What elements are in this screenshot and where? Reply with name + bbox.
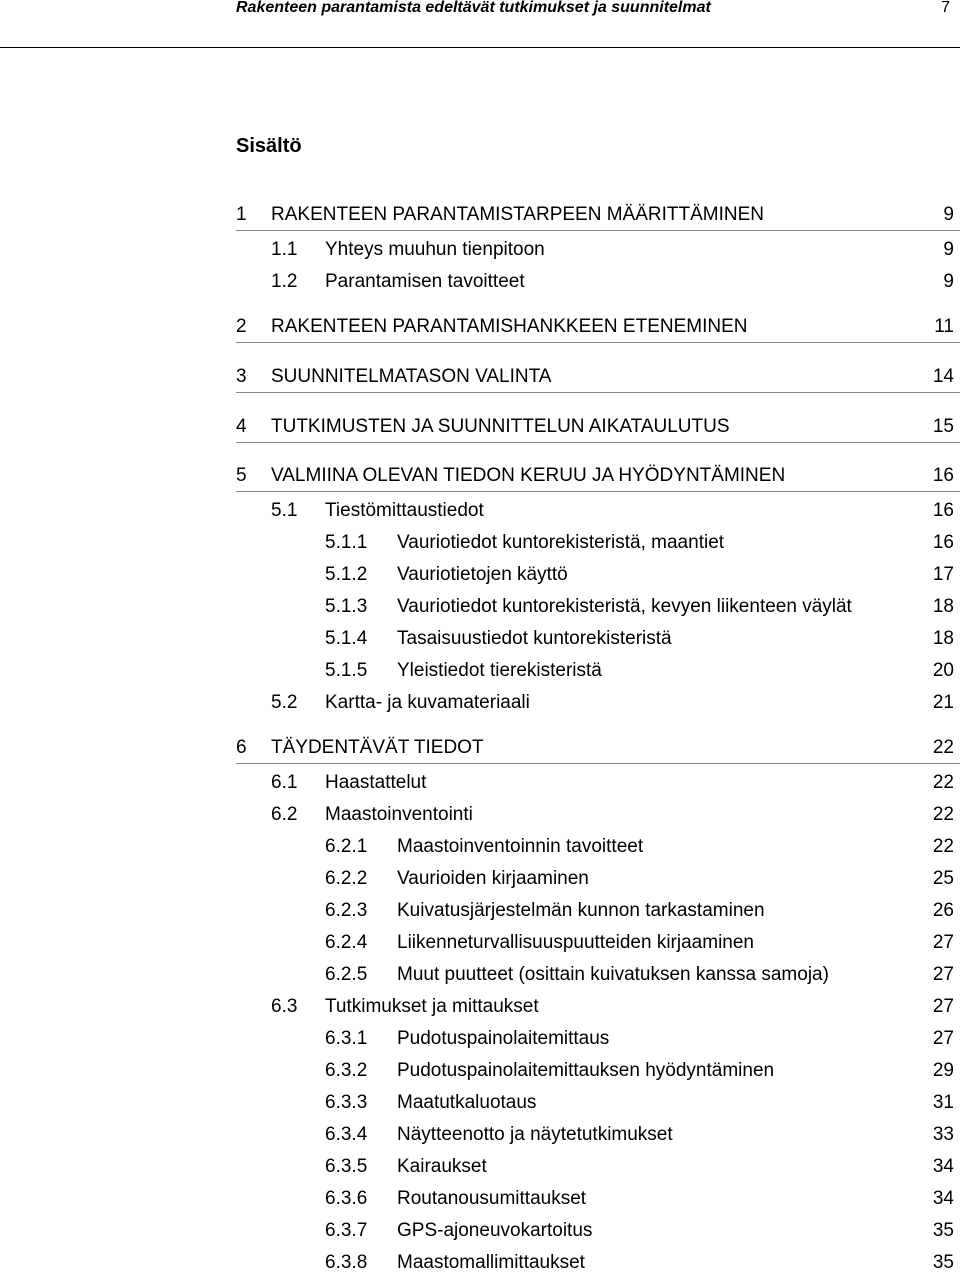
toc-number: 5.1.3 <box>325 596 368 617</box>
toc-page: 29 <box>932 1060 954 1081</box>
toc-number: 6.3.5 <box>325 1156 368 1177</box>
toc-number: 6.2.2 <box>325 868 368 889</box>
toc-number: 1.2 <box>271 271 298 292</box>
toc-chapter-rule <box>236 230 960 231</box>
toc-page: 26 <box>932 900 954 921</box>
toc-number: 6.3.7 <box>325 1220 368 1241</box>
toc-chapter-rule <box>236 342 960 343</box>
toc-page: 20 <box>932 660 954 681</box>
toc-entry-subsection[interactable] <box>0 626 960 652</box>
toc-label: Näytteenotto ja näytetutkimukset <box>397 1124 673 1145</box>
toc-number: 4 <box>236 416 247 437</box>
toc-page: 9 <box>943 271 954 292</box>
toc-label: Maatutkaluotaus <box>397 1092 537 1113</box>
toc-page: 16 <box>932 532 954 553</box>
running-header <box>0 0 960 52</box>
toc-entry-section[interactable] <box>0 237 960 263</box>
toc-page: 14 <box>932 366 954 387</box>
toc-number: 6.3.3 <box>325 1092 368 1113</box>
toc-entry-section[interactable] <box>0 994 960 1020</box>
toc-page: 15 <box>932 416 954 437</box>
toc-page: 16 <box>932 500 954 521</box>
toc-label: VALMIINA OLEVAN TIEDON KERUU JA HYÖDYNTÄMINEN <box>271 465 786 486</box>
toc-page: 22 <box>932 804 954 825</box>
toc-chapter-rule <box>236 763 960 764</box>
toc-entry-subsection[interactable] <box>0 962 960 988</box>
toc-label: Kuivatusjärjestelmän kunnon tarkastaminen <box>397 900 765 921</box>
toc-entry-subsection[interactable] <box>0 562 960 588</box>
toc-entry-subsection[interactable] <box>0 1218 960 1244</box>
toc-label: Vauriotiedot kuntorekisteristä, kevyen liikenteen väylät <box>397 596 852 617</box>
toc-label: Tiestömittaustiedot <box>325 500 484 521</box>
toc-number: 6.3.1 <box>325 1028 368 1049</box>
toc-entry-subsection[interactable] <box>0 594 960 620</box>
toc-page: 34 <box>932 1156 954 1177</box>
toc-entry-section[interactable] <box>0 770 960 796</box>
toc-page: 22 <box>932 836 954 857</box>
toc-entry-subsection[interactable] <box>0 530 960 556</box>
toc-number: 6.3.4 <box>325 1124 368 1145</box>
toc-page: 27 <box>932 964 954 985</box>
toc-page: 31 <box>932 1092 954 1113</box>
toc-label: Pudotuspainolaitemittaus <box>397 1028 610 1049</box>
toc-page: 34 <box>932 1188 954 1209</box>
toc-label: Pudotuspainolaitemittauksen hyödyntäminen <box>397 1060 775 1081</box>
toc-entry-section[interactable] <box>0 690 960 716</box>
toc-label: Muut puutteet (osittain kuivatuksen kanssa samoja) <box>397 964 829 985</box>
toc-label: GPS-ajoneuvokartoitus <box>397 1220 593 1241</box>
toc-label: Kairaukset <box>397 1156 487 1177</box>
toc-label: Routanousumittaukset <box>397 1188 587 1209</box>
toc-label: TÄYDENTÄVÄT TIEDOT <box>271 737 484 758</box>
toc-number: 1 <box>236 204 247 225</box>
toc-label: RAKENTEEN PARANTAMISHANKKEEN ETENEMINEN <box>271 316 748 337</box>
toc-entry-chapter[interactable] <box>0 202 960 228</box>
toc-label: RAKENTEEN PARANTAMISTARPEEN MÄÄRITTÄMINEN <box>271 204 764 225</box>
toc-entry-section[interactable] <box>0 269 960 295</box>
toc-page: 9 <box>943 204 954 225</box>
toc-number: 6.3.2 <box>325 1060 368 1081</box>
toc-label: Liikenneturvallisuuspuutteiden kirjaaminen <box>397 932 754 953</box>
toc-page: 27 <box>932 1028 954 1049</box>
toc-page: 17 <box>932 564 954 585</box>
toc-label: Kartta- ja kuvamateriaali <box>325 692 530 713</box>
toc-label: Haastattelut <box>325 772 427 793</box>
toc-entry-subsection[interactable] <box>0 1250 960 1276</box>
toc-page: 27 <box>932 932 954 953</box>
toc-label: TUTKIMUSTEN JA SUUNNITTELUN AIKATAULUTUS <box>271 416 730 437</box>
toc-entry-chapter[interactable] <box>0 463 960 489</box>
toc-number: 6.2.1 <box>325 836 368 857</box>
toc-page: 35 <box>932 1252 954 1273</box>
toc-entry-chapter[interactable] <box>0 364 960 390</box>
toc-page: 27 <box>932 996 954 1017</box>
toc-chapter-rule <box>236 491 960 492</box>
toc-entry-subsection[interactable] <box>0 898 960 924</box>
header-page-number: 7 <box>941 0 950 16</box>
toc-number: 5.1 <box>271 500 298 521</box>
toc-label: Tutkimukset ja mittaukset <box>325 996 539 1017</box>
toc-chapter-rule <box>236 442 960 443</box>
toc-entry-section[interactable] <box>0 498 960 524</box>
toc-number: 1.1 <box>271 239 298 260</box>
toc-entry-chapter[interactable] <box>0 735 960 761</box>
toc-page: 11 <box>934 316 954 337</box>
toc-entry-subsection[interactable] <box>0 834 960 860</box>
toc-chapter-rule <box>236 392 960 393</box>
toc-entry-subsection[interactable] <box>0 1122 960 1148</box>
toc-page: 22 <box>932 737 954 758</box>
toc-label: Yleistiedot tierekisteristä <box>397 660 602 681</box>
toc-page: 18 <box>932 628 954 649</box>
toc-page: 16 <box>932 465 954 486</box>
toc-entry-subsection[interactable] <box>0 866 960 892</box>
toc-page: 18 <box>932 596 954 617</box>
toc-page: 9 <box>943 239 954 260</box>
toc-number: 5.1.4 <box>325 628 368 649</box>
toc-label: SUUNNITELMATASON VALINTA <box>271 366 552 387</box>
toc-label: Vauriotiedot kuntorekisteristä, maantiet <box>397 532 725 553</box>
toc-number: 5.1.5 <box>325 660 368 681</box>
toc-label: Parantamisen tavoitteet <box>325 271 525 292</box>
toc-label: Maastomallimittaukset <box>397 1252 585 1273</box>
toc-page: 33 <box>932 1124 954 1145</box>
toc-number: 6.2 <box>271 804 298 825</box>
toc-number: 5.1.1 <box>325 532 368 553</box>
toc-number: 6.3 <box>271 996 298 1017</box>
toc-entry-chapter[interactable] <box>0 314 960 340</box>
header-title: Rakenteen parantamista edeltävät tutkimukset ja suunnitelmat <box>236 0 711 16</box>
toc-entry-section[interactable] <box>0 802 960 828</box>
toc-number: 2 <box>236 316 247 337</box>
toc-label: Vaurioiden kirjaaminen <box>397 868 589 889</box>
toc-label: Maastoinventoinnin tavoitteet <box>397 836 644 857</box>
toc-number: 3 <box>236 366 247 387</box>
toc-label: Maastoinventointi <box>325 804 473 825</box>
toc-page: 21 <box>932 692 954 713</box>
toc-page: 25 <box>932 868 954 889</box>
toc-label: Tasaisuustiedot kuntorekisteristä <box>397 628 672 649</box>
toc-number: 6.2.5 <box>325 964 368 985</box>
toc-page: 22 <box>932 772 954 793</box>
toc-number: 6 <box>236 737 247 758</box>
toc-entry-subsection[interactable] <box>0 1090 960 1116</box>
toc-title: Sisältö <box>236 135 302 157</box>
toc-page: 35 <box>932 1220 954 1241</box>
header-rule <box>0 47 960 48</box>
toc-entry-subsection[interactable] <box>0 1026 960 1052</box>
toc-number: 5.1.2 <box>325 564 368 585</box>
toc-label: Vauriotietojen käyttö <box>397 564 568 585</box>
toc-number: 5.2 <box>271 692 298 713</box>
toc-entry-subsection[interactable] <box>0 1154 960 1180</box>
toc-number: 5 <box>236 465 247 486</box>
toc-number: 6.2.4 <box>325 932 368 953</box>
toc-number: 6.3.8 <box>325 1252 368 1273</box>
toc-label: Yhteys muuhun tienpitoon <box>325 239 545 260</box>
toc-entry-subsection[interactable] <box>0 1186 960 1212</box>
toc-entry-subsection[interactable] <box>0 658 960 684</box>
toc-number: 6.3.6 <box>325 1188 368 1209</box>
toc-number: 6.2.3 <box>325 900 368 921</box>
toc-entry-chapter[interactable] <box>0 414 960 440</box>
toc-entry-subsection[interactable] <box>0 930 960 956</box>
toc-number: 6.1 <box>271 772 298 793</box>
toc-entry-subsection[interactable] <box>0 1058 960 1084</box>
